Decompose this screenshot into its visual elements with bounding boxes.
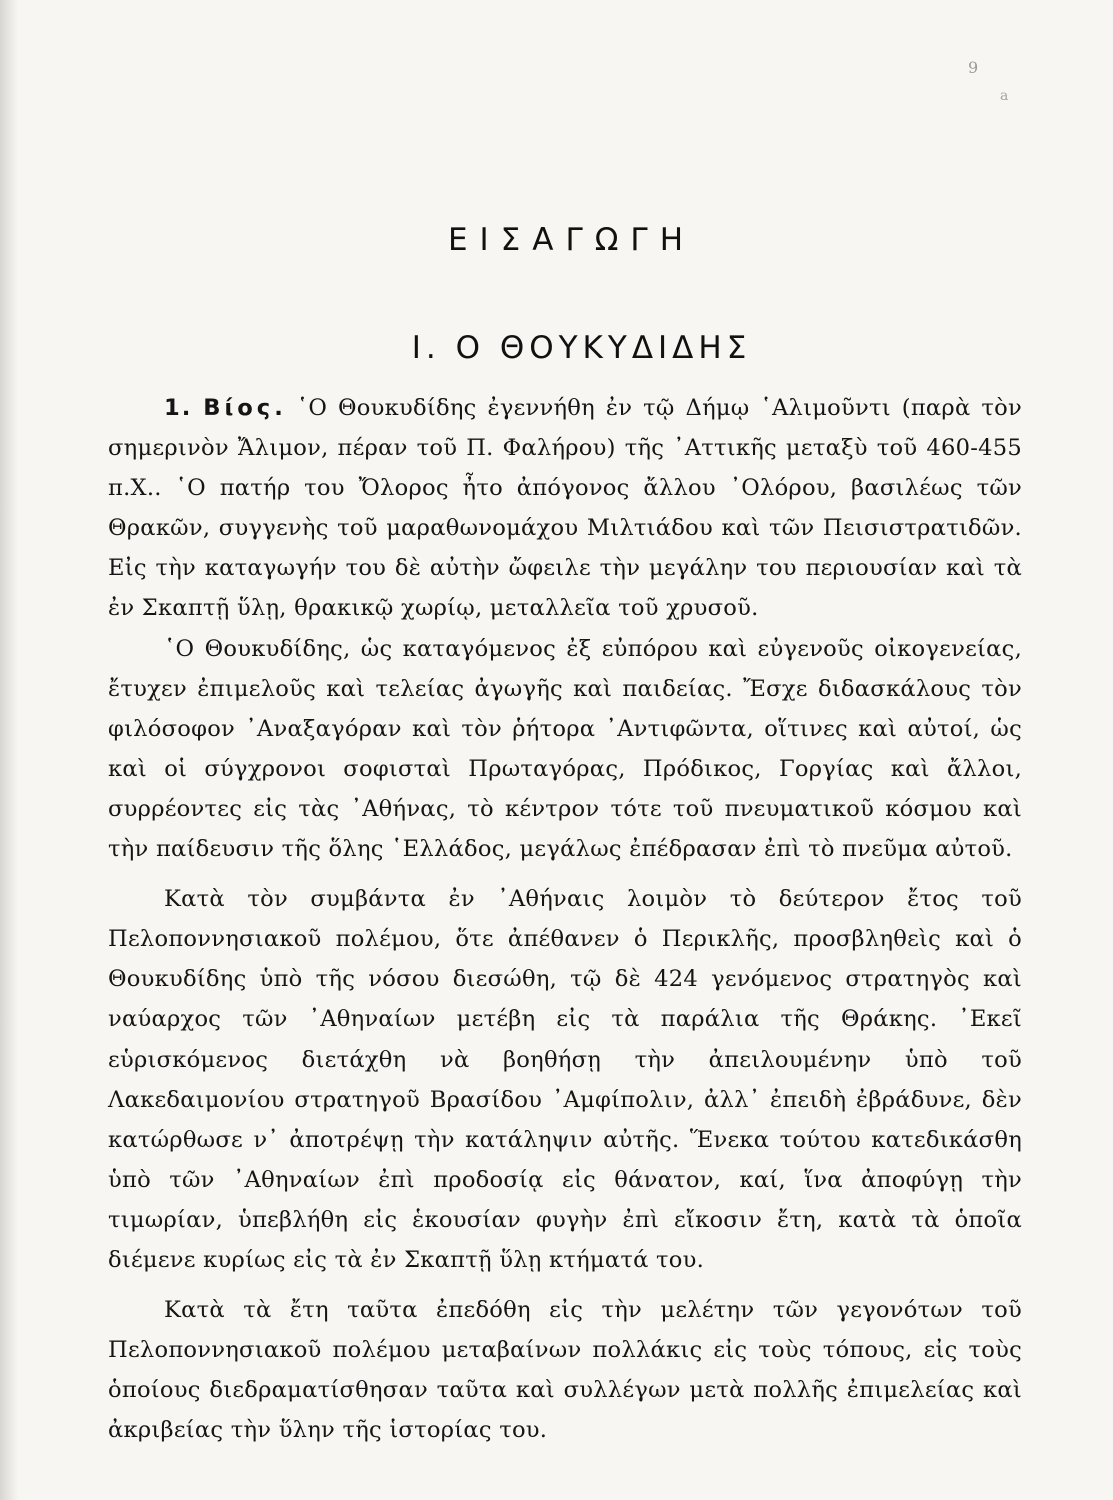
paragraph-text: ῾Ο Θουκυδίδης ἐγεννήθη ἐν τῷ Δήμῳ ῾Αλιμοῦντι (παρὰ τὸν σημερινὸν Ἄλιμον, πέραν τοῦ Π. Φαλήρου) τῆς ᾿Αττικῆς μεταξὺ τοῦ 460-455 π.Χ.. ῾Ο πατήρ του Ὄλορος ἦτο ἀπόγονος ἄλλου ᾿Ολόρου, βασιλέως τῶν Θρακῶν, συγγενὴς τοῦ μαραθωνομάχου Μιλτιάδου καὶ τῶν Πεισιστρατιδῶν. Εἰς τὴν καταγωγήν του δὲ αὐτὴν ὤφειλε τὴν μεγάλην του περιουσίαν καὶ τὰ ἐν Σκαπτῇ ὕλῃ, θρακικῷ χωρίῳ, μεταλλεῖα τοῦ χρυσοῦ.: [108, 395, 1022, 622]
paragraph-4: Κατὰ τὰ ἔτη ταῦτα ἐπεδόθη εἰς τὴν μελέτην τῶν γεγονότων τοῦ Πελοποννησιακοῦ πολέμου μεταβαίνων πολλάκις εἰς τοὺς τόπους, εἰς τοὺς ὁποίους διεδραματίσθησαν ταῦτα καὶ συλλέγων μετὰ πολλῆς ἐπιμελείας καὶ ἀκριβείας τὴν ὕλην τῆς ἱστορίας του.: [108, 1297, 1022, 1444]
chapter-heading: Ι. Ο ΘΟΥΚΥΔΙΔΗΣ: [411, 330, 752, 366]
corner-mark: 9: [968, 58, 979, 77]
intro-heading: ΕΙΣΑΓΩΓΗ: [447, 222, 696, 258]
corner-mark-secondary: a: [1000, 88, 1009, 104]
section-number: 1.: [164, 395, 193, 421]
section-title: Βίος.: [203, 395, 287, 421]
paragraph-1: [108, 388, 1022, 629]
body-text: [108, 388, 1022, 1450]
paragraph-2: ῾Ο Θουκυδίδης, ὡς καταγόμενος ἐξ εὐπόρου καὶ εὐγενοῦς οἰκογενείας, ἔτυχεν ἐπιμελοῦς καὶ τελείας ἀγωγῆς καὶ παιδείας. Ἔσχε διδασκάλους τὸν φιλόσοφον ᾿Αναξαγόραν καὶ τὸν ῥήτορα ᾿Αντιφῶντα, οἵτινες καὶ αὐτοί, ὡς καὶ οἱ σύγχρονοι σοφισταὶ Πρωταγόρας, Πρόδικος, Γοργίας καὶ ἄλλοι, συρρέοντες εἰς τὰς ᾿Αθήνας, τὸ κέντρον τότε τοῦ πνευματικοῦ κόσμου καὶ τὴν παίδευσιν τῆς ὅλης ῾Ελλάδος, μεγάλως ἐπέδρασαν ἐπὶ τὸ πνεῦμα αὐτοῦ.: [108, 635, 1022, 863]
paragraph-3: Κατὰ τὸν συμβάντα ἐν ᾿Αθήναις λοιμὸν τὸ δεύτερον ἔτος τοῦ Πελοποννησιακοῦ πολέμου, ὅτε ἀπέθανεν ὁ Περικλῆς, προσβληθεὶς καὶ ὁ Θουκυδίδης ὑπὸ τῆς νόσου διεσώθη, τῷ δὲ 424 γενόμενος στρατηγὸς καὶ ναύαρχος τῶν ᾿Αθηναίων μετέβη εἰς τὰ παράλια τῆς Θράκης. ᾿Εκεῖ εὑρισκόμενος διετάχθη νὰ βοηθήσῃ τὴν ἀπειλουμένην ὑπὸ τοῦ Λακεδαιμονίου στρατηγοῦ Βρασίδου ᾿Αμφίπολιν, ἀλλ᾿ ἐπειδὴ ἐβράδυνε, δὲν κατώρθωσε ν᾿ ἀποτρέψῃ τὴν κατάληψιν αὐτῆς. Ἕνεκα τούτου κατεδικάσθη ὑπὸ τῶν ᾿Αθηναίων ἐπὶ προδοσίᾳ εἰς θάνατον, καί, ἵνα ἀποφύγῃ τὴν τιμωρίαν, ὑπεβλήθη εἰς ἑκουσίαν φυγὴν ἐπὶ εἴκοσιν ἔτη, κατὰ τὰ ὁποῖα διέμενε κυρίως εἰς τὰ ἐν Σκαπτῇ ὕλῃ κτήματά του.: [108, 886, 1022, 1273]
